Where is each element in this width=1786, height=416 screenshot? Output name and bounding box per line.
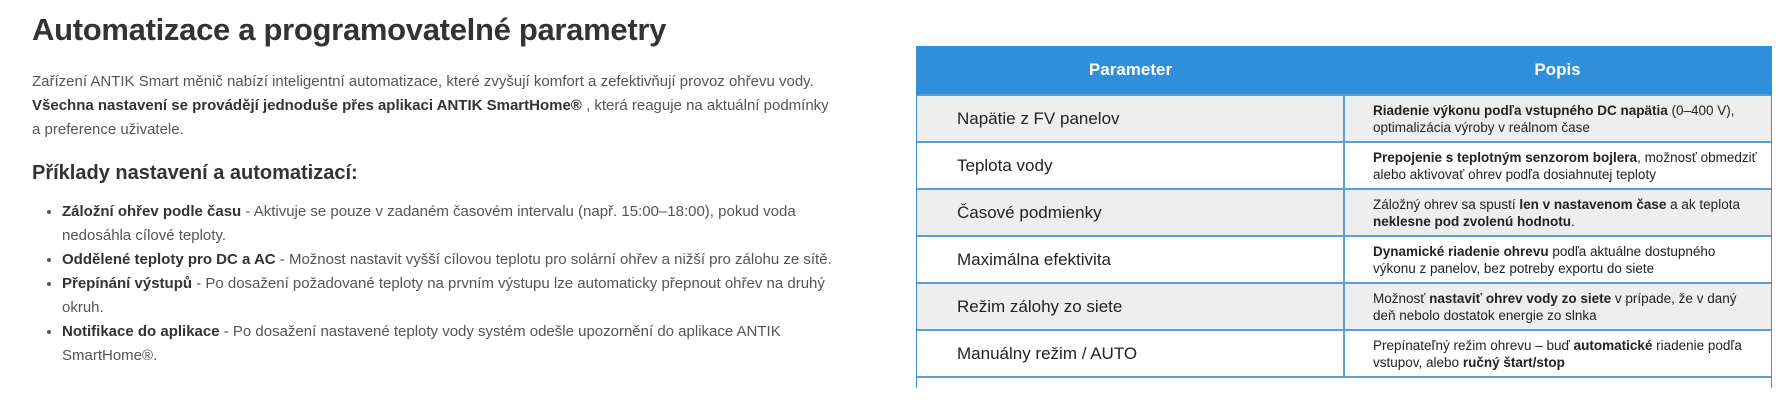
example-term: Oddělené teploty pro DC a AC — [62, 251, 276, 268]
description-bold-text: automatické — [1573, 337, 1653, 353]
description-bold-text: neklesne pod zvolenú hodnotu — [1373, 213, 1572, 229]
description-bold-text: ručný štart/stop — [1462, 354, 1565, 370]
description-text: (0–400 V), optimalizácia výroby v reálnom čase — [1373, 102, 1735, 135]
description-text: , možnosť obmedziť alebo aktivovať ohrev podľa dosiahnutej teploty — [1373, 149, 1757, 182]
intro-paragraph — [32, 70, 832, 142]
description-bold-text: Prepojenie s teplotným senzorom bojlera — [1373, 149, 1638, 165]
example-text: - Aktivuje se pouze v zadaném časovém intervalu (např. 15:00–18:00), pokud voda nedosáhla cílové teploty. — [62, 203, 796, 244]
table-row — [917, 142, 1771, 189]
description-cell — [1344, 189, 1771, 236]
description-text: Možnosť — [1373, 290, 1430, 306]
parameters-table-container — [916, 46, 1772, 388]
table-row — [917, 330, 1771, 377]
intro-text: Zařízení ANTIK Smart měnič nabízí inteligentní automatizace, které zvyšují komfort a zefektivňují provoz ohřevu vody. — [32, 73, 814, 90]
description-cell — [1344, 95, 1771, 142]
example-term: Notifikace do aplikace — [62, 323, 220, 340]
description-bold-text: len v nastavenom čase — [1519, 196, 1667, 212]
description-bold-text: Dynamické riadenie ohrevu — [1373, 243, 1549, 259]
list-item — [62, 320, 862, 368]
table-row — [917, 236, 1771, 283]
parameter-cell: Teplota vody — [917, 142, 1344, 189]
description-cell — [1344, 236, 1771, 283]
list-item — [62, 272, 862, 320]
parameter-cell: Režim zálohy zo siete — [917, 283, 1344, 330]
parameter-cell: Časové podmienky — [917, 189, 1344, 236]
table-row — [917, 189, 1771, 236]
description-cell — [1344, 283, 1771, 330]
parameter-cell: Maximálna efektivita — [917, 236, 1344, 283]
parameter-cell: Napätie z FV panelov — [917, 95, 1344, 142]
column-header-description: Popis — [1344, 46, 1771, 95]
intro-bold-text: Všechna nastavení se provádějí jednoduše přes aplikaci ANTIK SmartHome® — [32, 97, 582, 114]
example-term: Záložní ohřev podle času — [62, 203, 242, 220]
description-bold-text: nastaviť ohrev vody zo siete — [1429, 290, 1612, 306]
description-text: . — [1571, 213, 1575, 229]
page-title: Automatizace a programovatelné parametry — [32, 12, 667, 47]
description-text: v prípade, že v daný deň nebolo dostatok energie zo slnka — [1373, 290, 1737, 323]
column-header-parameter: Parameter — [917, 46, 1344, 95]
parameters-table — [917, 46, 1771, 378]
table-body — [917, 95, 1771, 377]
table-row — [917, 95, 1771, 142]
description-bold-text: Riadenie výkonu podľa vstupného DC napätia — [1373, 102, 1668, 118]
examples-list — [32, 200, 862, 368]
description-text: riadenie podľa vstupov, alebo — [1373, 337, 1742, 370]
description-text: Záložný ohrev sa spustí — [1373, 196, 1520, 212]
description-cell — [1344, 142, 1771, 189]
table-header-row — [917, 46, 1771, 95]
description-cell — [1344, 330, 1771, 377]
table-row — [917, 283, 1771, 330]
example-text: - Po dosažení požadované teploty na prvním výstupu lze automaticky přepnout ohřev na druhý okruh. — [62, 275, 825, 316]
list-item — [62, 248, 862, 272]
description-text: Prepínateľný režim ohrevu – buď — [1373, 337, 1574, 353]
examples-heading: Příklady nastavení a automatizací: — [32, 162, 358, 184]
example-term: Přepínání výstupů — [62, 275, 193, 292]
list-item — [62, 200, 862, 248]
description-text: podľa aktuálne dostupného výkonu z panelov, bez potreby exportu do siete — [1373, 243, 1716, 276]
example-text: - Možnost nastavit vyšší cílovou teplotu pro solární ohřev a nižší pro zálohu ze sítě. — [275, 251, 832, 268]
description-text: a ak teplota — [1666, 196, 1740, 212]
intro-rest-text: , která reaguje na aktuální podmínky a preference uživatele. — [32, 97, 829, 138]
parameter-cell: Manuálny režim / AUTO — [917, 330, 1344, 377]
example-text: - Po dosažení nastavené teploty vody systém odešle upozornění do aplikace ANTIK SmartHome®. — [62, 323, 781, 364]
